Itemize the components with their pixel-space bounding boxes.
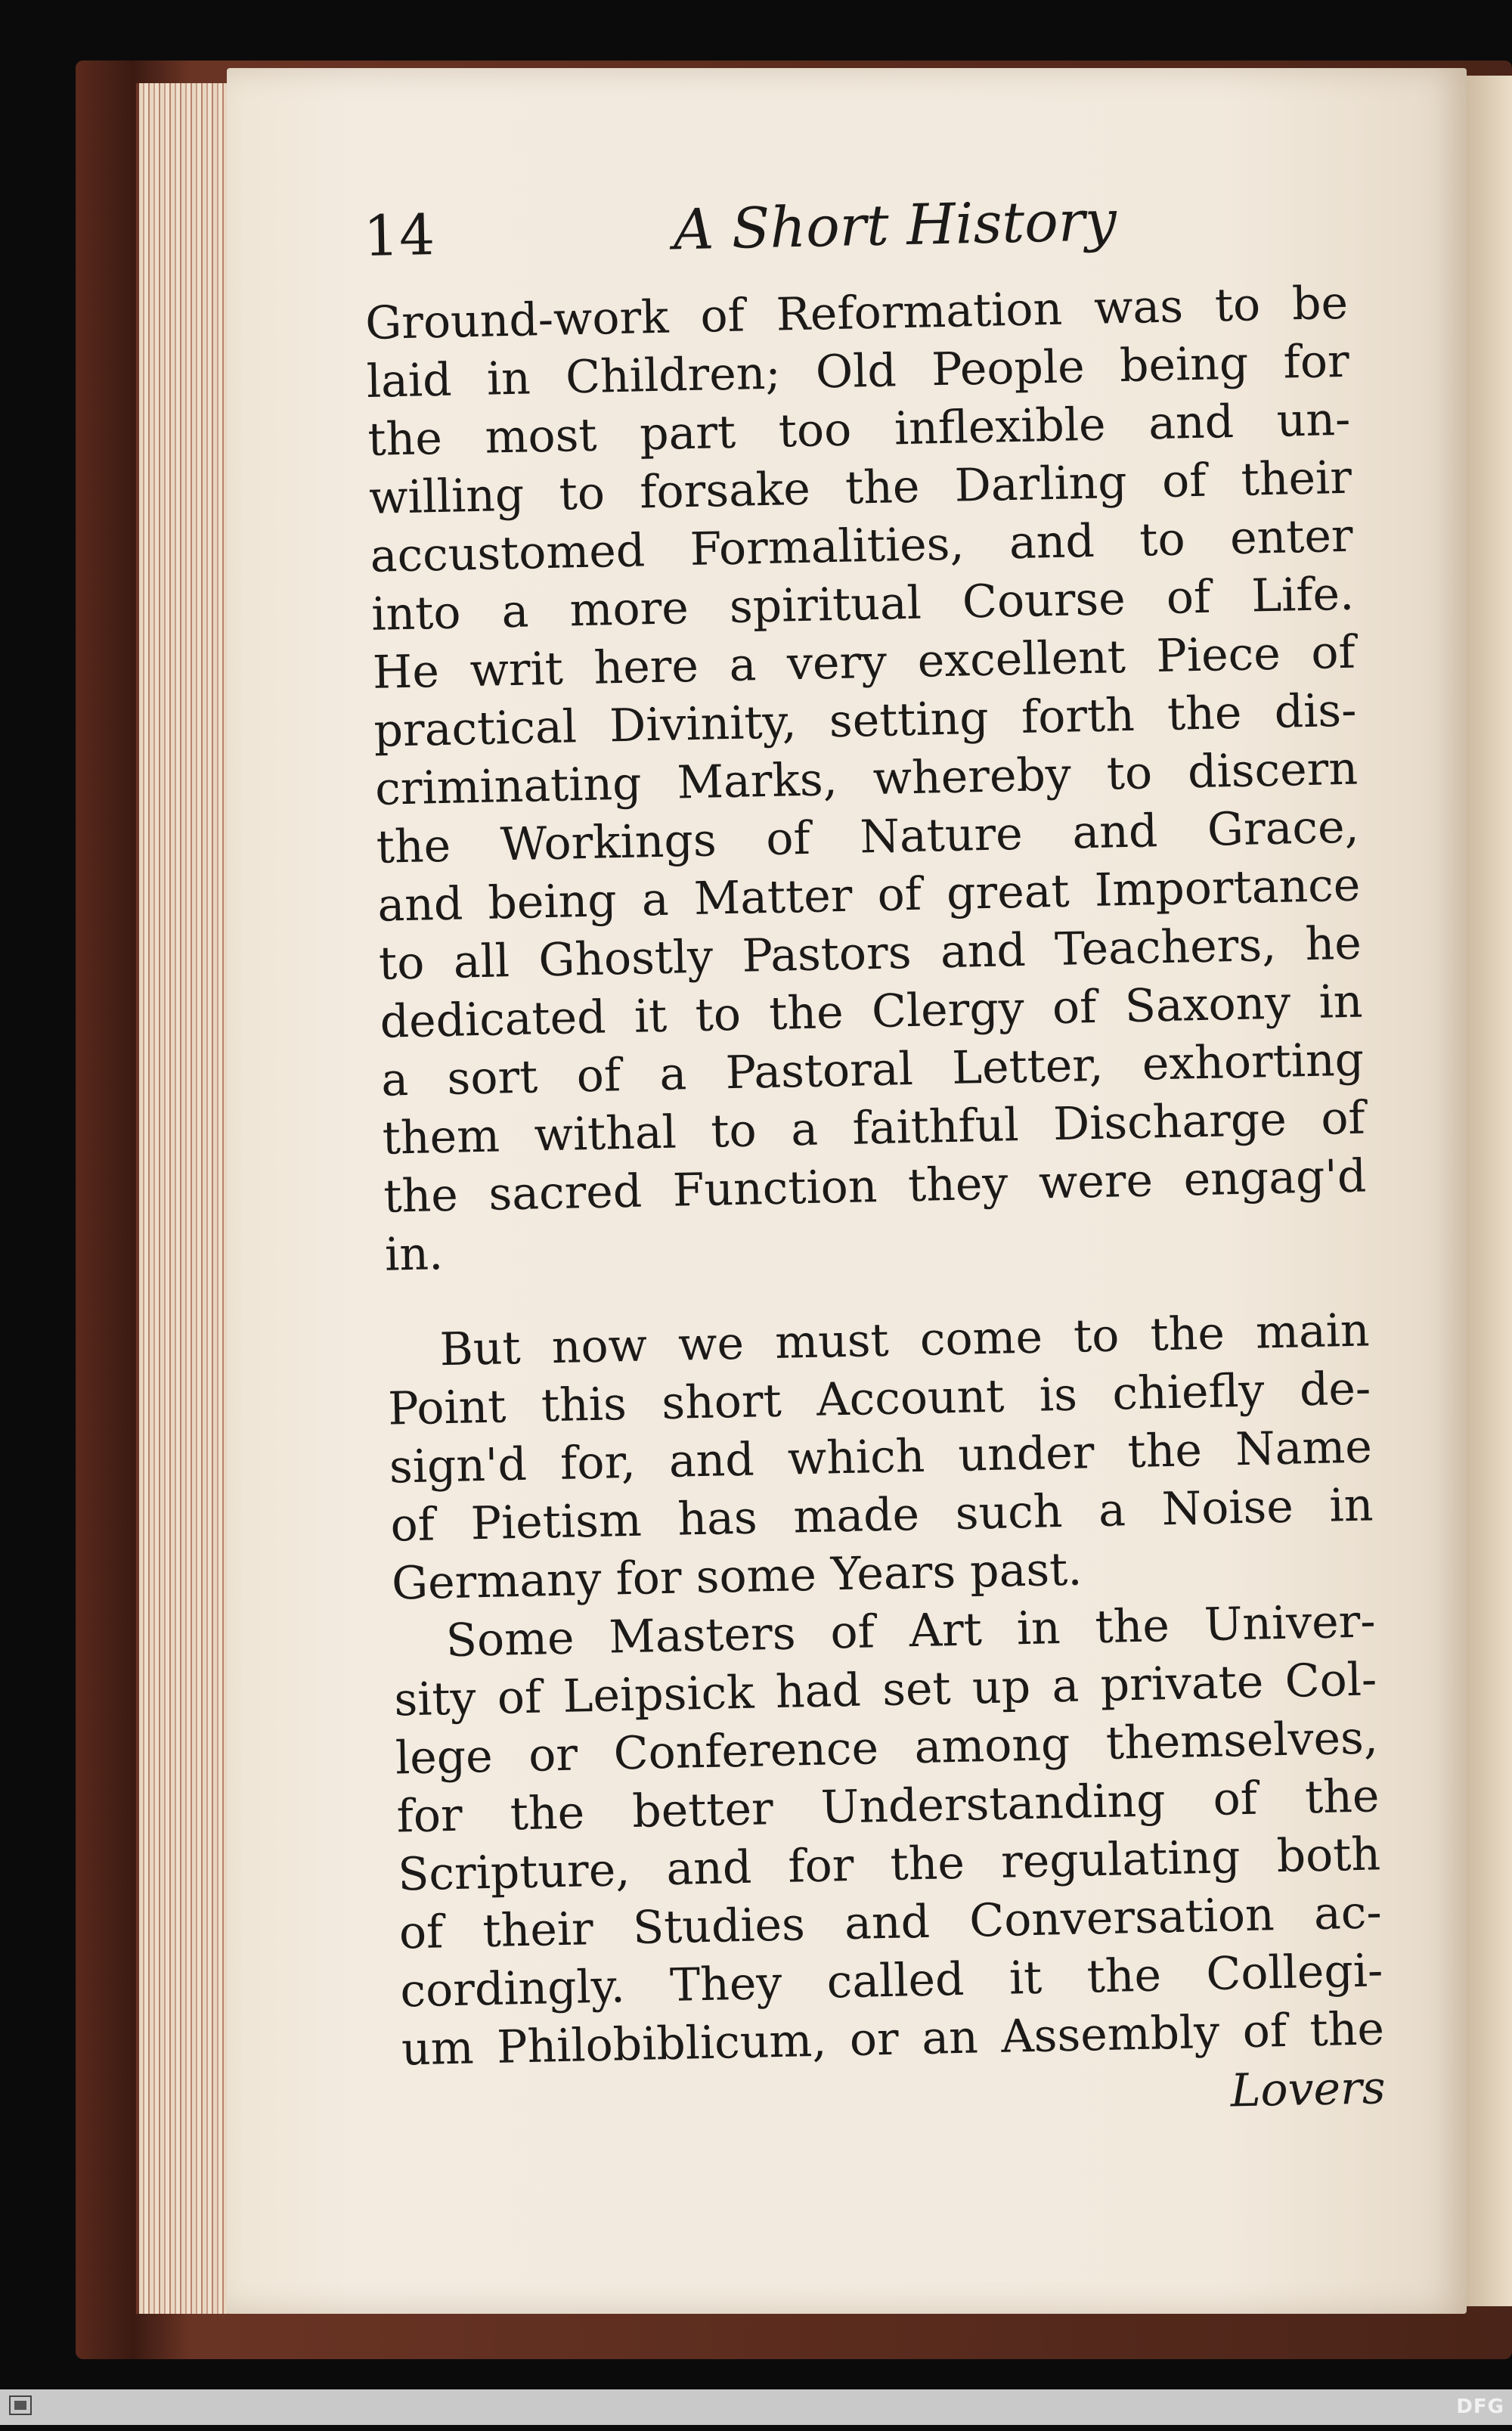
library-seal-icon xyxy=(5,2392,36,2422)
text-line: But now we must come to the main xyxy=(439,1304,1371,1377)
text-line: cordingly. They called it the Collegi- xyxy=(399,1944,1383,2018)
text-line: sign'd for, and which under the Name xyxy=(389,1420,1373,1494)
text-line: laid in Children; Old People being for xyxy=(366,334,1350,408)
paragraph-2 xyxy=(386,1301,1375,1613)
paragraph-3 xyxy=(392,1592,1385,2079)
text-line: the sacred Function they were engag'd xyxy=(383,1149,1367,1223)
text-line: them withal to a faithful Discharge of xyxy=(382,1091,1366,1165)
text-line: Some Masters of Art in the Univer- xyxy=(445,1595,1377,1668)
viewer-footer-bar xyxy=(0,2389,1512,2425)
dfg-logo: DFG xyxy=(1456,2395,1504,2418)
text-line: Ground-work of Reformation was to be xyxy=(364,276,1349,350)
text-line: He writ here a very excellent Piece of xyxy=(372,625,1356,699)
text-line: in. xyxy=(384,1227,444,1282)
text-line: Point this short Account is chiefly de- xyxy=(387,1362,1371,1436)
text-line: a sort of a Pastoral Letter, exhorting xyxy=(380,1033,1365,1107)
catchword: Lovers xyxy=(1229,2061,1387,2118)
text-line: Germany for some Years past. xyxy=(391,1543,1083,1611)
text-line: the Workings of Nature and Grace, xyxy=(376,800,1360,874)
text-line: to all Ghostly Pastors and Teachers, he xyxy=(378,916,1362,991)
text-line: accustomed Formalities, and to enter xyxy=(370,509,1354,583)
text-line: um Philobiblicum, or an Assembly of the xyxy=(401,2002,1385,2076)
running-head: A Short History xyxy=(672,188,1117,263)
facing-page-edge xyxy=(1467,76,1512,2306)
text-line: sity of Leipsick had set up a private Col- xyxy=(393,1653,1377,1727)
text-block xyxy=(363,184,1387,2185)
text-line: criminating Marks, whereby to discern xyxy=(374,742,1359,816)
text-line: the most part too inflexible and un- xyxy=(367,392,1351,467)
text-line: for the better Understanding of the xyxy=(395,1769,1380,1843)
text-line: Scripture, and for the regulating both xyxy=(397,1828,1381,1902)
text-line: practical Divinity, setting forth the dis- xyxy=(373,684,1358,758)
text-line: of their Studies and Conversation ac- xyxy=(398,1886,1383,1960)
text-line: lege or Conference among themselves, xyxy=(395,1711,1379,1785)
text-line: of Pietism has made such a Noise in xyxy=(389,1478,1374,1552)
text-line: and being a Matter of great Importance xyxy=(376,858,1361,932)
paragraph-1 xyxy=(365,274,1368,1285)
page-number: 14 xyxy=(363,203,435,269)
text-line: dedicated it to the Clergy of Saxony in xyxy=(379,975,1364,1049)
text-line: willing to forsake the Darling of their xyxy=(368,451,1352,525)
text-line: into a more spiritual Course of Life. xyxy=(370,567,1355,641)
